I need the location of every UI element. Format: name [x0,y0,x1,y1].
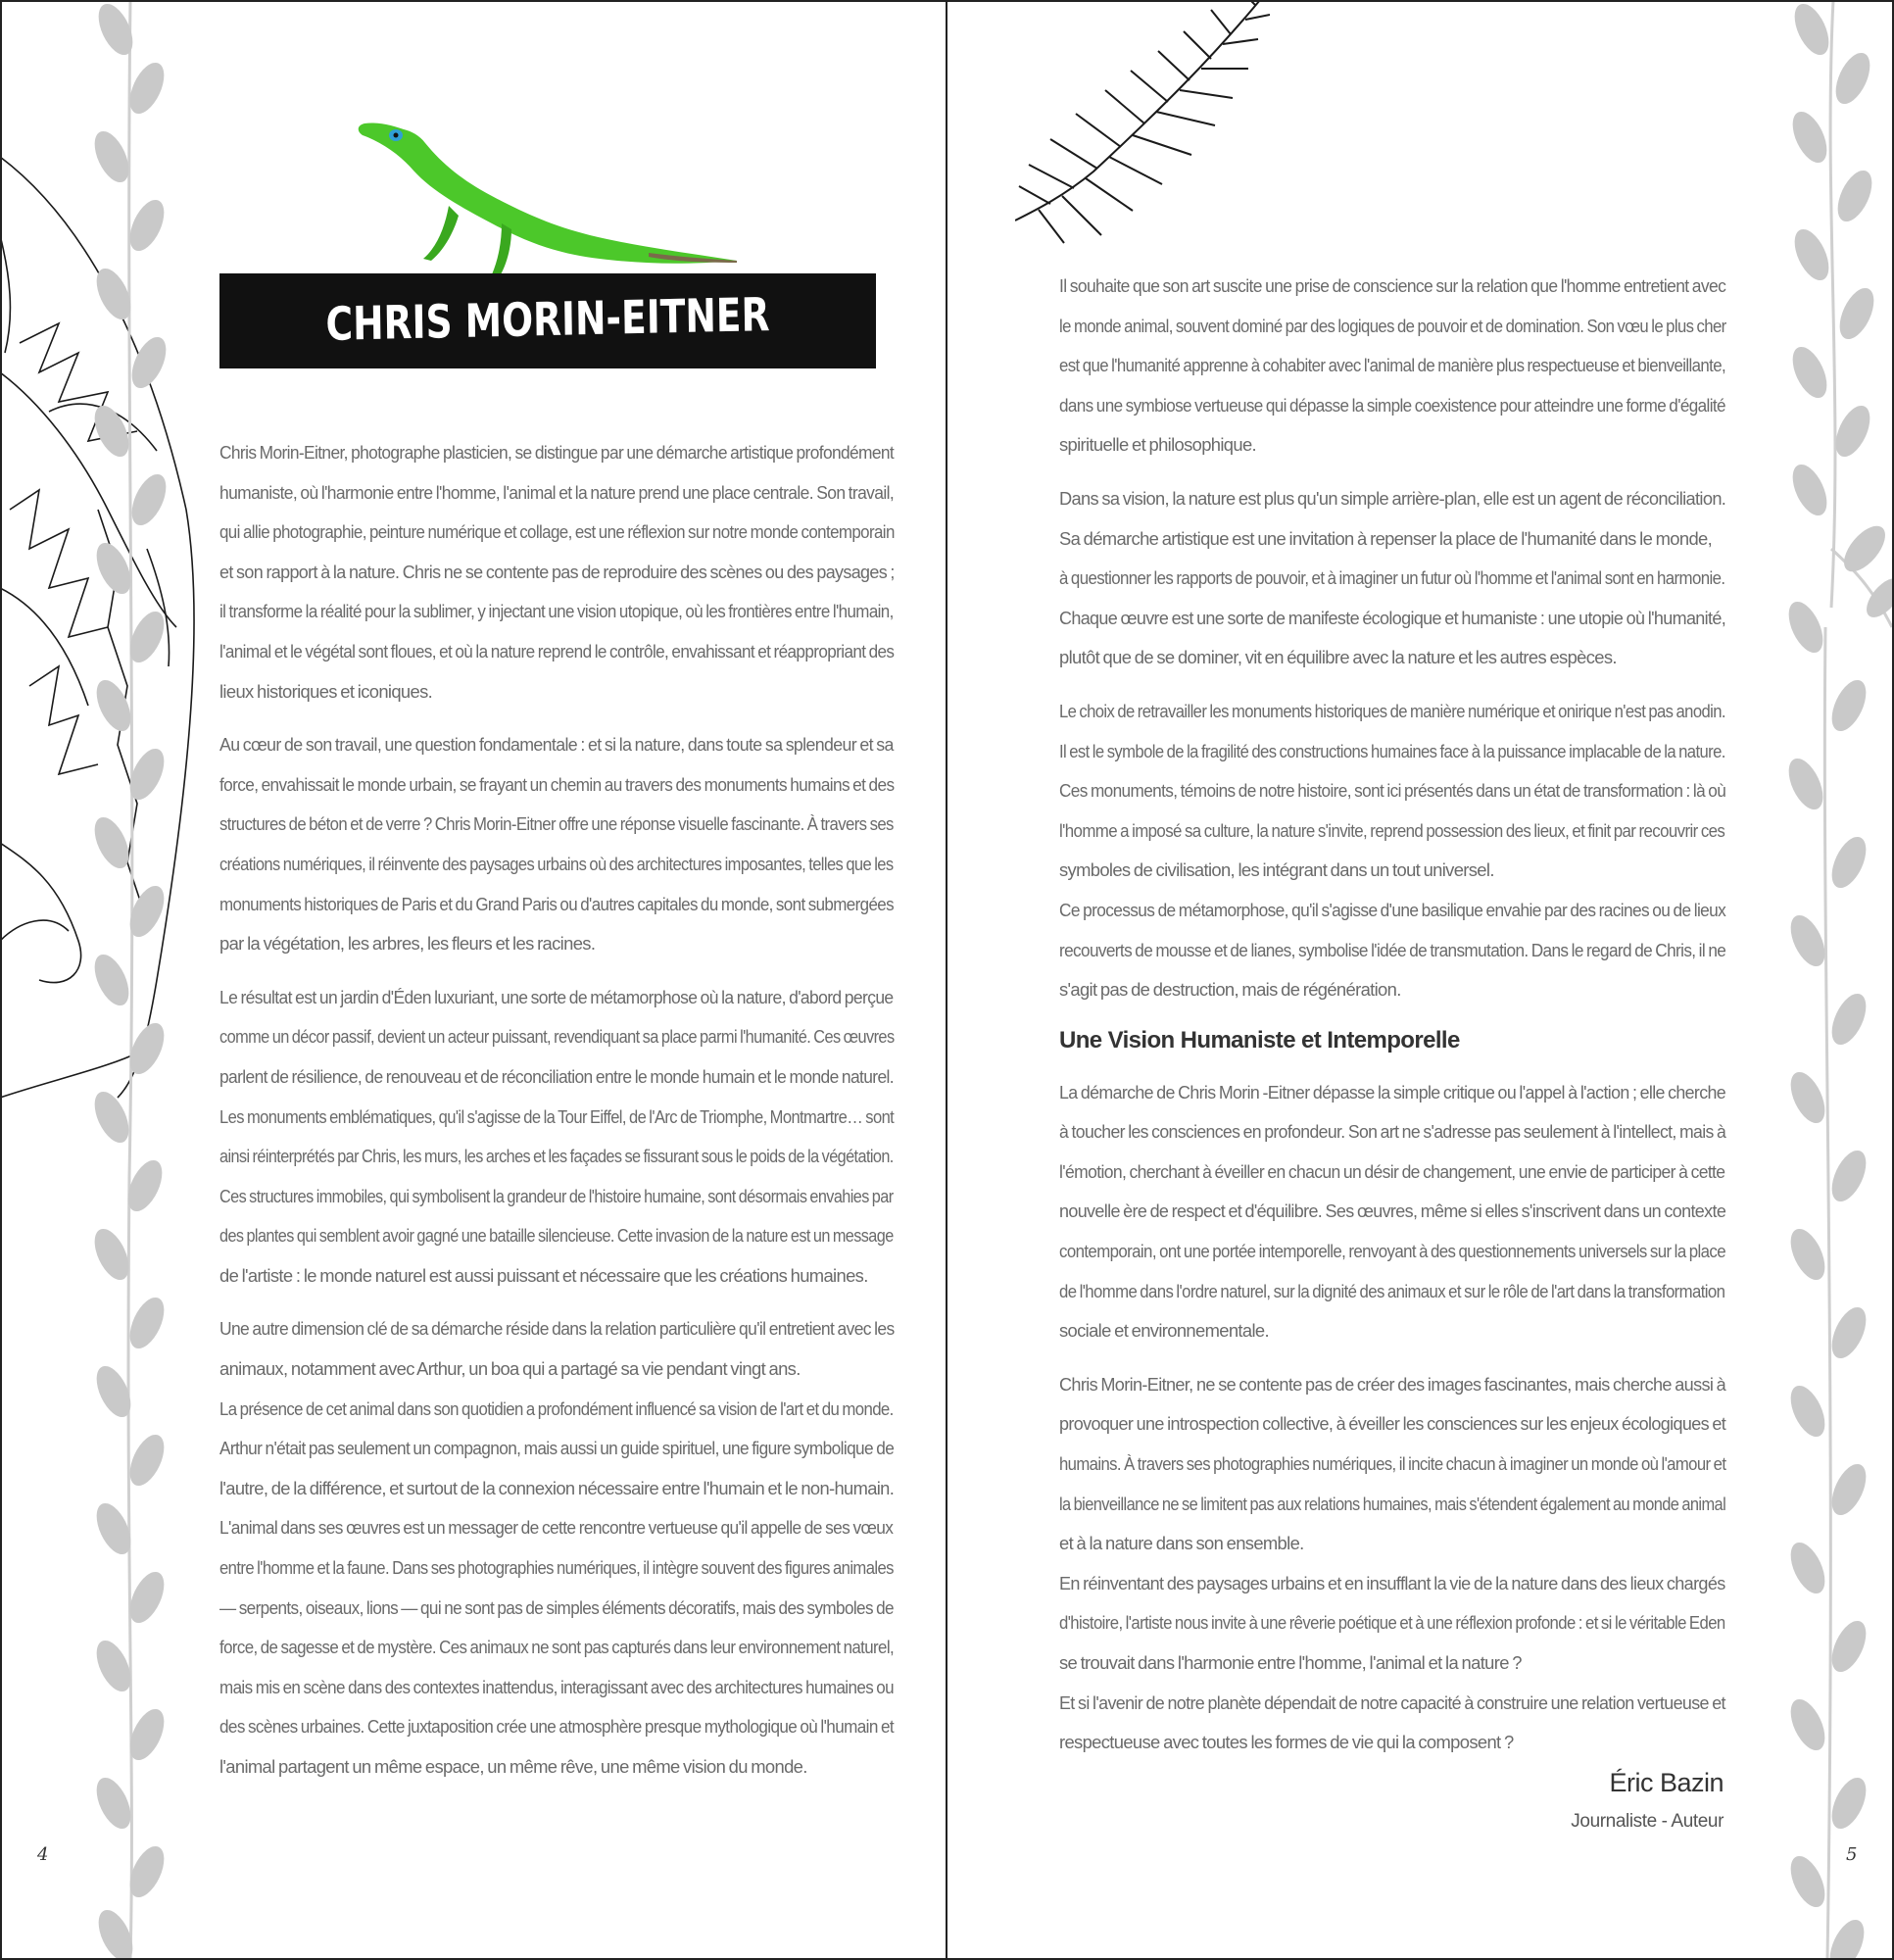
text-line: par la végétation, les arbres, les fleurs et les racines. [219,933,596,955]
leafy-vine-left-decoration [86,0,174,1960]
text-line: Chaque œuvre est une sorte de manifeste écologique et humaniste : une utopie où l'humanité, [1059,607,1726,628]
green-lizard-photo [355,122,739,286]
text-line: créations numériques, il réinvente des paysages urbains où des architectures imposantes, telles que les [219,853,894,874]
text-line: Chris Morin-Eitner, photographe plasticien, se distingue par une démarche artistique profondément [219,442,895,463]
text-line: force, de sagesse et de mystère. Ces animaux ne sont pas capturés dans leur environnement naturel, [219,1637,895,1658]
right-paragraph-3 [1059,692,1725,1010]
text-line: nouvelle ère de respect et d'équilibre. Ses œuvres, même si elles s'inscrivent dans un contexte [1059,1200,1726,1222]
text-line: l'autre, de la différence, et surtout de la connexion nécessaire entre l'humain et le non-humain. [219,1477,895,1498]
text-line: d'histoire, l'artiste nous invite à une rêverie poétique et à une réflexion profonde : et si le véritable Eden [1059,1612,1725,1634]
text-line: l'homme a imposé sa culture, la nature s'invite, reprend possession des lieux, et finit par recouvrir ces [1059,819,1725,841]
text-line: Le résultat est un jardin d'Éden luxuriant, une sorte de métamorphose où la nature, d'abord perçue [219,986,894,1007]
text-line: l'émotion, cherchant à éveiller en chacun un désir de changement, une envie de participer à cette [1059,1160,1725,1182]
text-line: contemporain, ont une portée intemporelle, renvoyant à des questionnements universels sur la place [1059,1241,1726,1262]
author-name: Éric Bazin [1609,1768,1724,1797]
text-line: Ce processus de métamorphose, qu'il s'agisse d'une basilique envahie par des racines ou de lieux [1059,899,1726,920]
text-line: et son rapport à la nature. Chris ne se contente pas de reproduire des scènes ou des paysages ; [219,561,895,582]
text-line: Et si l'avenir de notre planète dépendait de notre capacité à construire une relation vertueuse et [1059,1691,1725,1713]
text-line: Les monuments emblématiques, qu'il s'agisse de la Tour Eiffel, de l'Arc de Triomphe, Montmartre… sont [219,1105,895,1127]
text-line: L'animal dans ses œuvres est un messager de cette rencontre vertueuse qu'il appelle de ses vœux [219,1517,894,1539]
text-line: parlent de résilience, de renouveau et de réconciliation entre le monde humain et le monde naturel. [219,1065,895,1087]
text-line: des plantes qui semblent avoir gagné une bataille silencieuse. Cette invasion de la nature est un message [219,1225,894,1247]
right-paragraph-5 [1059,1365,1725,1763]
text-line: Ces monuments, témoins de notre histoire, sont ici présentés dans un état de transformation : là où [1059,780,1726,802]
text-line: Le choix de retravailler les monuments historiques de manière numérique et onirique n'est pas anodin. [1059,700,1725,721]
page-title: CHRIS MORIN-EITNER [325,288,770,352]
right-paragraph-4 [1059,1073,1725,1351]
text-line: et à la nature dans son ensemble. [1059,1533,1304,1554]
right-paragraph-1 [1059,267,1725,466]
text-line: s'agit pas de destruction, mais de régénération. [1059,979,1401,1001]
text-line: se trouvait dans l'harmonie entre l'homme, l'animal et la nature ? [1059,1652,1522,1673]
text-line: à toucher les consciences en profondeur. Son art ne s'adresse pas seulement à l'intellect, mais à [1059,1121,1726,1143]
text-line: structures de béton et de verre ? Chris Morin-Eitner offre une réponse visuelle fascinante. À travers ses [219,813,894,835]
text-line: est que l'humanité apprenne à cohabiter avec l'animal de manière plus respectueuse et bienveillante, [1059,355,1726,376]
text-line: ainsi réinterprétés par Chris, les murs, les arches et les façades se fissurant sous le poids de la végétation. [219,1146,894,1167]
text-line: — serpents, oiseaux, lions — qui ne sont pas de simples éléments décoratifs, mais des symboles de [219,1596,894,1618]
text-line: mais mis en scène dans des contextes inattendus, interagissant avec des architectures humaines ou [219,1676,895,1697]
text-line: La présence de cet animal dans son quotidien a profondément influencé sa vision de l'art et du monde. [219,1397,894,1419]
text-line: qui allie photographie, peinture numérique et collage, est une réflexion sur notre monde contemporain [219,521,895,543]
text-line: Il est le symbole de la fragilité des constructions humaines face à la puissance implacable de la nature. [1059,740,1725,761]
page-number-left: 4 [37,1844,49,1865]
text-line: humaniste, où l'harmonie entre l'homme, l'animal et la nature prend une place centrale. Son travail, [219,481,895,503]
text-line: humains. À travers ses photographies numériques, il incite chacun à imaginer un monde où l'amour et [1059,1453,1726,1475]
text-line: l'animal partagent un même espace, un même rêve, une même vision du monde. [219,1756,807,1777]
text-line: En réinventant des paysages urbains et en insufflant la vie de la nature dans des lieux chargés [1059,1572,1725,1593]
text-line: de l'homme dans l'ordre naturel, sur la dignité des animaux et sur le rôle de l'art dans la transformation [1059,1280,1725,1301]
text-line: spirituelle et philosophique. [1059,434,1257,456]
text-line: de l'artiste : le monde naturel est aussi puissant et nécessaire que les créations humaines. [219,1264,868,1286]
text-line: dans une symbiose vertueuse qui dépasse la simple coexistence pour atteindre une forme d'égalité [1059,394,1725,416]
text-line: entre l'homme et la faune. Dans ses photographies numériques, il intègre souvent des figures animales [219,1557,894,1579]
text-line: provoquer une introspection collective, à éveiller les consciences sur les enjeux écologiques et [1059,1413,1726,1435]
left-paragraph-4 [219,1309,894,1787]
title-banner [219,273,876,368]
text-line: respectueuse avec toutes les formes de vie qui la composent ? [1059,1732,1514,1753]
text-line: Il souhaite que son art suscite une prise de conscience sur la relation que l'homme entretient avec [1059,275,1726,296]
text-line: Une autre dimension clé de sa démarche réside dans la relation particulière qu'il entretient avec les [219,1318,895,1340]
page-number-right: 5 [1846,1844,1858,1865]
text-line: il transforme la réalité pour la sublimer, y injectant une vision utopique, où les frontières entre l'humain, [219,601,894,622]
text-line: le monde animal, souvent dominé par des logiques de pouvoir et de domination. Son vœu le plus cher [1059,315,1726,336]
leafy-vine-right-decoration [1755,0,1894,1960]
text-line: monuments historiques de Paris et du Grand Paris ou d'autres capitales du monde, sont submergées [219,893,894,914]
text-line: Chris Morin-Eitner, ne se contente pas de créer des images fascinantes, mais cherche aussi à [1059,1373,1726,1395]
text-line: plutôt que de se dominer, vit en équilibre avec la nature et les autres espèces. [1059,647,1617,668]
palm-frond-line-art-illustration [1015,0,1270,245]
text-line: Dans sa vision, la nature est plus qu'un simple arrière-plan, elle est un agent de réconciliation. [1059,487,1726,509]
left-paragraph-3 [219,978,894,1297]
text-line: comme un décor passif, devient un acteur puissant, revendiquant sa place parmi l'humanité. Ces œuvres [219,1026,895,1048]
text-line: des scènes urbaines. Cette juxtaposition crée une atmosphère presque mythologique où l'humain et [219,1716,895,1738]
author-role: Journaliste - Auteur [1571,1811,1724,1832]
text-line: Arthur n'était pas seulement un compagnon, mais aussi un guide spirituel, une figure symbolique de [219,1438,895,1459]
text-line: La démarche de Chris Morin -Eitner dépasse la simple critique ou l'appel à l'action ; elle cherche [1059,1081,1725,1102]
text-line: la bienveillance ne se limitent pas aux relations humaines, mais s'étendent également au monde animal [1059,1493,1726,1514]
text-line: Ces structures immobiles, qui symbolisent la grandeur de l'histoire humaine, sont désormais envahies par [219,1185,894,1206]
text-line: sociale et environnementale. [1059,1320,1269,1342]
left-article-column [219,433,894,1801]
left-paragraph-2 [219,725,894,964]
section-subheading: Une Vision Humaniste et Intemporelle [1059,1026,1460,1054]
text-line: Sa démarche artistique est une invitation à repenser la place de l'humanité dans le monde, [1059,527,1713,549]
text-line: l'animal et le végétal sont floues, et où la nature reprend le contrôle, envahissant et réappropriant des [219,640,895,662]
text-line: animaux, notamment avec Arthur, un boa qui a partagé sa vie pendant vingt ans. [219,1358,801,1380]
text-line: à questionner les rapports de pouvoir, et à imaginer un futur où l'homme et l'animal sont en harmonie. [1059,567,1725,589]
text-line: recouverts de mousse et de lianes, symbolise l'idée de transmutation. Dans le regard de Chris, il ne [1059,939,1726,960]
text-line: force, envahissait le monde urbain, se frayant un chemin au travers des monuments humains et des [219,773,895,795]
text-line: symboles de civilisation, les intégrant dans un tout universel. [1059,859,1494,881]
page-fold-divider [946,0,947,1960]
right-paragraph-2 [1059,479,1725,678]
text-line: lieux historiques et iconiques. [219,680,433,702]
left-paragraph-1 [219,433,894,711]
right-article-column [1059,267,1725,1777]
text-line: Au cœur de son travail, une question fondamentale : et si la nature, dans toute sa splendeur et sa [219,734,894,756]
